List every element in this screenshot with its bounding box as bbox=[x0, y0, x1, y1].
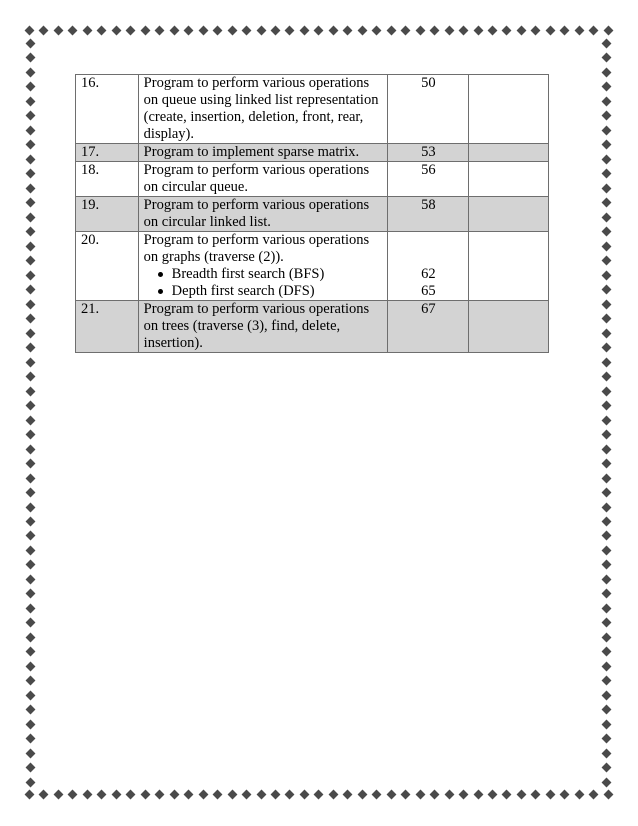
row-title: Program to perform various operations on circular linked list. bbox=[138, 197, 388, 232]
border-diamond-icon bbox=[26, 647, 36, 657]
border-diamond-icon bbox=[26, 241, 36, 251]
border-diamond-icon bbox=[531, 26, 541, 36]
border-diamond-icon bbox=[285, 790, 295, 800]
table-row bbox=[76, 144, 549, 162]
border-diamond-icon bbox=[26, 560, 36, 570]
border-diamond-icon bbox=[126, 790, 136, 800]
row-number: 18. bbox=[76, 162, 139, 197]
border-diamond-icon bbox=[26, 111, 36, 121]
border-diamond-icon bbox=[602, 661, 612, 671]
page-border-right bbox=[601, 38, 613, 788]
border-diamond-icon bbox=[459, 790, 469, 800]
border-diamond-icon bbox=[26, 386, 36, 396]
border-diamond-icon bbox=[602, 198, 612, 208]
border-diamond-icon bbox=[26, 68, 36, 78]
table-row bbox=[76, 197, 549, 232]
border-diamond-icon bbox=[155, 26, 165, 36]
border-diamond-icon bbox=[343, 790, 353, 800]
border-diamond-icon bbox=[603, 790, 613, 800]
border-diamond-icon bbox=[602, 111, 612, 121]
border-diamond-icon bbox=[545, 26, 555, 36]
border-diamond-icon bbox=[26, 661, 36, 671]
border-diamond-icon bbox=[602, 676, 612, 686]
border-diamond-icon bbox=[328, 26, 338, 36]
border-diamond-icon bbox=[430, 790, 440, 800]
border-diamond-icon bbox=[602, 603, 612, 613]
border-diamond-icon bbox=[473, 26, 483, 36]
row-remarks bbox=[468, 301, 548, 353]
border-diamond-icon bbox=[97, 26, 107, 36]
bullet-item-dfs: Depth first search (DFS) bbox=[172, 283, 384, 300]
contents-table bbox=[75, 74, 549, 353]
border-diamond-icon bbox=[401, 790, 411, 800]
border-diamond-icon bbox=[227, 790, 237, 800]
border-diamond-icon bbox=[602, 647, 612, 657]
row-number: 17. bbox=[76, 144, 139, 162]
row-number: 20. bbox=[76, 232, 139, 301]
border-diamond-icon bbox=[430, 26, 440, 36]
border-diamond-icon bbox=[26, 198, 36, 208]
border-diamond-icon bbox=[26, 183, 36, 193]
border-diamond-icon bbox=[111, 26, 121, 36]
border-diamond-icon bbox=[26, 154, 36, 164]
border-diamond-icon bbox=[602, 372, 612, 382]
border-diamond-icon bbox=[169, 26, 179, 36]
border-diamond-icon bbox=[602, 459, 612, 469]
row-number: 21. bbox=[76, 301, 139, 353]
border-diamond-icon bbox=[602, 314, 612, 324]
border-diamond-icon bbox=[602, 125, 612, 135]
border-diamond-icon bbox=[560, 26, 570, 36]
border-diamond-icon bbox=[602, 183, 612, 193]
row-title: Program to implement sparse matrix. bbox=[138, 144, 388, 162]
border-diamond-icon bbox=[242, 26, 252, 36]
border-diamond-icon bbox=[602, 96, 612, 106]
border-diamond-icon bbox=[26, 488, 36, 498]
border-diamond-icon bbox=[140, 26, 150, 36]
border-diamond-icon bbox=[516, 26, 526, 36]
border-diamond-icon bbox=[82, 790, 92, 800]
row-title: Program to perform various operations on trees (traverse (3), find, delete, insertion). bbox=[138, 301, 388, 353]
border-diamond-icon bbox=[26, 531, 36, 541]
border-diamond-icon bbox=[602, 777, 612, 787]
bullet-list bbox=[144, 266, 384, 300]
border-diamond-icon bbox=[25, 26, 35, 36]
border-diamond-icon bbox=[602, 285, 612, 295]
border-diamond-icon bbox=[26, 212, 36, 222]
border-diamond-icon bbox=[26, 748, 36, 758]
row-page-cell bbox=[388, 232, 468, 301]
page-border-top bbox=[24, 25, 614, 37]
row-page: 53 bbox=[388, 144, 468, 162]
border-diamond-icon bbox=[26, 618, 36, 628]
border-diamond-icon bbox=[603, 26, 613, 36]
table-row bbox=[76, 75, 549, 144]
row-page: 58 bbox=[388, 197, 468, 232]
border-diamond-icon bbox=[26, 690, 36, 700]
row-title-cell bbox=[138, 232, 388, 301]
border-diamond-icon bbox=[271, 790, 281, 800]
row-remarks bbox=[468, 75, 548, 144]
border-diamond-icon bbox=[602, 401, 612, 411]
border-diamond-icon bbox=[26, 777, 36, 787]
border-diamond-icon bbox=[602, 690, 612, 700]
border-diamond-icon bbox=[26, 676, 36, 686]
row-page-bfs: 62 bbox=[421, 266, 436, 282]
border-diamond-icon bbox=[26, 517, 36, 527]
border-diamond-icon bbox=[343, 26, 353, 36]
border-diamond-icon bbox=[140, 790, 150, 800]
row-remarks bbox=[468, 144, 548, 162]
border-diamond-icon bbox=[459, 26, 469, 36]
border-diamond-icon bbox=[372, 26, 382, 36]
border-diamond-icon bbox=[560, 790, 570, 800]
border-diamond-icon bbox=[602, 705, 612, 715]
border-diamond-icon bbox=[415, 26, 425, 36]
border-diamond-icon bbox=[26, 734, 36, 744]
border-diamond-icon bbox=[26, 299, 36, 309]
bullet-item-bfs: Breadth first search (BFS) bbox=[172, 266, 384, 283]
border-diamond-icon bbox=[68, 790, 78, 800]
border-diamond-icon bbox=[488, 26, 498, 36]
border-diamond-icon bbox=[602, 546, 612, 556]
border-diamond-icon bbox=[26, 82, 36, 92]
table-row bbox=[76, 301, 549, 353]
border-diamond-icon bbox=[184, 26, 194, 36]
border-diamond-icon bbox=[602, 444, 612, 454]
row-remarks bbox=[468, 197, 548, 232]
border-diamond-icon bbox=[502, 790, 512, 800]
border-diamond-icon bbox=[602, 473, 612, 483]
row-page: 50 bbox=[388, 75, 468, 144]
border-diamond-icon bbox=[386, 790, 396, 800]
border-diamond-icon bbox=[26, 719, 36, 729]
border-diamond-icon bbox=[602, 531, 612, 541]
border-diamond-icon bbox=[26, 96, 36, 106]
border-diamond-icon bbox=[26, 328, 36, 338]
table-row bbox=[76, 162, 549, 197]
border-diamond-icon bbox=[198, 26, 208, 36]
border-diamond-icon bbox=[39, 26, 49, 36]
border-diamond-icon bbox=[602, 386, 612, 396]
border-diamond-icon bbox=[26, 357, 36, 367]
row-number: 16. bbox=[76, 75, 139, 144]
border-diamond-icon bbox=[314, 26, 324, 36]
border-diamond-icon bbox=[502, 26, 512, 36]
row-title: Program to perform various operations on circular queue. bbox=[138, 162, 388, 197]
border-diamond-icon bbox=[285, 26, 295, 36]
row-page-dfs: 65 bbox=[421, 283, 436, 299]
border-diamond-icon bbox=[256, 26, 266, 36]
border-diamond-icon bbox=[574, 26, 584, 36]
row-remarks bbox=[468, 232, 548, 301]
border-diamond-icon bbox=[602, 328, 612, 338]
border-diamond-icon bbox=[401, 26, 411, 36]
border-diamond-icon bbox=[26, 227, 36, 237]
border-diamond-icon bbox=[531, 790, 541, 800]
border-diamond-icon bbox=[602, 488, 612, 498]
border-diamond-icon bbox=[26, 270, 36, 280]
border-diamond-icon bbox=[602, 415, 612, 425]
border-diamond-icon bbox=[444, 26, 454, 36]
border-diamond-icon bbox=[602, 154, 612, 164]
border-diamond-icon bbox=[602, 212, 612, 222]
border-diamond-icon bbox=[602, 632, 612, 642]
row-number: 19. bbox=[76, 197, 139, 232]
border-diamond-icon bbox=[26, 444, 36, 454]
border-diamond-icon bbox=[111, 790, 121, 800]
border-diamond-icon bbox=[602, 343, 612, 353]
border-diamond-icon bbox=[602, 68, 612, 78]
border-diamond-icon bbox=[602, 256, 612, 266]
border-diamond-icon bbox=[25, 790, 35, 800]
border-diamond-icon bbox=[26, 343, 36, 353]
border-diamond-icon bbox=[602, 618, 612, 628]
border-diamond-icon bbox=[473, 790, 483, 800]
border-diamond-icon bbox=[26, 546, 36, 556]
border-diamond-icon bbox=[26, 632, 36, 642]
border-diamond-icon bbox=[26, 459, 36, 469]
border-diamond-icon bbox=[516, 790, 526, 800]
border-diamond-icon bbox=[299, 790, 309, 800]
border-diamond-icon bbox=[357, 26, 367, 36]
border-diamond-icon bbox=[213, 790, 223, 800]
border-diamond-icon bbox=[256, 790, 266, 800]
border-diamond-icon bbox=[386, 26, 396, 36]
border-diamond-icon bbox=[227, 26, 237, 36]
page-border-left bbox=[25, 38, 37, 788]
border-diamond-icon bbox=[198, 790, 208, 800]
border-diamond-icon bbox=[97, 790, 107, 800]
page-border-bottom bbox=[24, 789, 614, 801]
border-diamond-icon bbox=[26, 39, 36, 49]
border-diamond-icon bbox=[242, 790, 252, 800]
border-diamond-icon bbox=[602, 299, 612, 309]
border-diamond-icon bbox=[26, 140, 36, 150]
border-diamond-icon bbox=[602, 140, 612, 150]
border-diamond-icon bbox=[26, 502, 36, 512]
row-page: 56 bbox=[388, 162, 468, 197]
border-diamond-icon bbox=[26, 401, 36, 411]
border-diamond-icon bbox=[53, 790, 63, 800]
border-diamond-icon bbox=[26, 169, 36, 179]
border-diamond-icon bbox=[372, 790, 382, 800]
border-diamond-icon bbox=[82, 26, 92, 36]
border-diamond-icon bbox=[602, 748, 612, 758]
border-diamond-icon bbox=[602, 82, 612, 92]
border-diamond-icon bbox=[299, 26, 309, 36]
border-diamond-icon bbox=[589, 26, 599, 36]
border-diamond-icon bbox=[602, 241, 612, 251]
row-page: 67 bbox=[388, 301, 468, 353]
border-diamond-icon bbox=[602, 227, 612, 237]
border-diamond-icon bbox=[602, 53, 612, 63]
border-diamond-icon bbox=[602, 763, 612, 773]
table-row bbox=[76, 232, 549, 301]
border-diamond-icon bbox=[26, 763, 36, 773]
border-diamond-icon bbox=[271, 26, 281, 36]
border-diamond-icon bbox=[26, 256, 36, 266]
row-title: Program to perform various operations on graphs (traverse (2)). bbox=[143, 232, 370, 265]
border-diamond-icon bbox=[26, 53, 36, 63]
border-diamond-icon bbox=[314, 790, 324, 800]
border-diamond-icon bbox=[444, 790, 454, 800]
border-diamond-icon bbox=[169, 790, 179, 800]
border-diamond-icon bbox=[26, 705, 36, 715]
border-diamond-icon bbox=[602, 39, 612, 49]
border-diamond-icon bbox=[357, 790, 367, 800]
border-diamond-icon bbox=[39, 790, 49, 800]
border-diamond-icon bbox=[488, 790, 498, 800]
border-diamond-icon bbox=[184, 790, 194, 800]
border-diamond-icon bbox=[26, 603, 36, 613]
border-diamond-icon bbox=[545, 790, 555, 800]
border-diamond-icon bbox=[26, 574, 36, 584]
border-diamond-icon bbox=[602, 169, 612, 179]
border-diamond-icon bbox=[26, 314, 36, 324]
border-diamond-icon bbox=[602, 719, 612, 729]
border-diamond-icon bbox=[589, 790, 599, 800]
border-diamond-icon bbox=[602, 430, 612, 440]
border-diamond-icon bbox=[602, 502, 612, 512]
border-diamond-icon bbox=[26, 285, 36, 295]
border-diamond-icon bbox=[26, 589, 36, 599]
border-diamond-icon bbox=[26, 415, 36, 425]
border-diamond-icon bbox=[155, 790, 165, 800]
border-diamond-icon bbox=[68, 26, 78, 36]
border-diamond-icon bbox=[602, 357, 612, 367]
border-diamond-icon bbox=[602, 589, 612, 599]
border-diamond-icon bbox=[26, 125, 36, 135]
border-diamond-icon bbox=[26, 473, 36, 483]
border-diamond-icon bbox=[602, 560, 612, 570]
border-diamond-icon bbox=[328, 790, 338, 800]
border-diamond-icon bbox=[53, 26, 63, 36]
border-diamond-icon bbox=[602, 270, 612, 280]
border-diamond-icon bbox=[26, 372, 36, 382]
row-title: Program to perform various operations on queue using linked list representation (create, insertion, deletion, front, rear, display). bbox=[138, 75, 388, 144]
border-diamond-icon bbox=[26, 430, 36, 440]
border-diamond-icon bbox=[126, 26, 136, 36]
border-diamond-icon bbox=[574, 790, 584, 800]
row-remarks bbox=[468, 162, 548, 197]
border-diamond-icon bbox=[602, 574, 612, 584]
border-diamond-icon bbox=[602, 517, 612, 527]
border-diamond-icon bbox=[213, 26, 223, 36]
border-diamond-icon bbox=[415, 790, 425, 800]
border-diamond-icon bbox=[602, 734, 612, 744]
